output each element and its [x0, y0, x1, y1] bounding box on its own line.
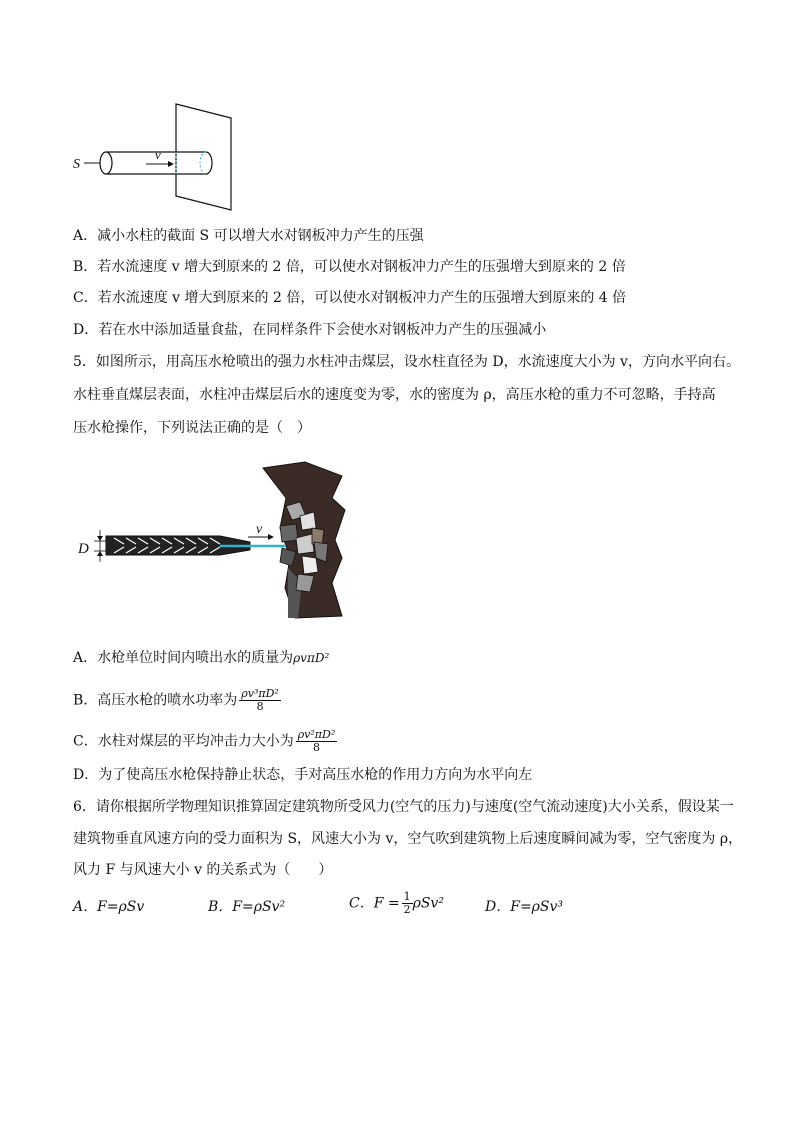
q4-option-b: B．若水流速度 v 增大到原来的 2 倍，可以使水对钢板冲力产生的压强增大到原来的 2 倍: [73, 259, 626, 275]
q4-option-a: A．减小水柱的截面 S 可以增大水对钢板冲力产生的压强: [73, 228, 424, 244]
q6-option-c-suffix: ρSv²: [412, 895, 444, 912]
q5-option-b-numerator: ρv³πD²: [241, 687, 279, 700]
q5-option-b: [73, 688, 281, 713]
q6-option-c-numerator: 1: [403, 890, 411, 903]
rock-7: [302, 556, 318, 574]
velocity-arrow-head: [168, 161, 174, 167]
q5-stem-line3: 压水枪操作，下列说法正确的是（ ）: [73, 420, 311, 436]
q6-option-b: B．F=ρSv²: [208, 899, 286, 915]
water-column-end: [100, 152, 112, 174]
q5-stem-line1: 5．如图所示，用高压水枪喷出的强力水柱冲击煤层，设水柱直径为 D，水流速度大小为 v，方向水平向右。: [73, 354, 740, 370]
rock-3: [280, 524, 298, 542]
diameter-arrow-down: [97, 536, 103, 541]
q5-option-a-text: A．水枪单位时间内喷出水的质量为: [73, 650, 294, 666]
q6-option-c-denominator: 2: [403, 903, 411, 916]
q6-option-c: [349, 891, 444, 916]
q5-option-c-fraction: [296, 729, 338, 754]
figure-water-gun-coal: [70, 458, 360, 623]
q6-option-d: D．F=ρSv³: [485, 899, 564, 915]
q5-option-a: [73, 648, 329, 668]
label-v: v: [155, 147, 161, 162]
q5-option-c-numerator: ρv²πD²: [297, 728, 336, 741]
q6-option-c-fraction: [402, 891, 413, 916]
diameter-arrow-up: [97, 551, 103, 556]
q5-option-b-text: B．高压水枪的喷水功率为: [73, 692, 238, 709]
q4-option-c: C．若水流速度 v 增大到原来的 2 倍，可以使水对钢板冲力产生的压强增大到原来的 4 倍: [73, 290, 627, 306]
q6-options-row: [73, 890, 733, 923]
q5-option-b-fraction: [239, 688, 281, 713]
label-jet-v: v: [256, 522, 263, 537]
q5-stem-line2: 水柱垂直煤层表面，水柱冲击煤层后水的速度变为零，水的密度为 ρ，高压水枪的重力不可忽略，手持高: [73, 387, 716, 403]
q4-option-d: D．若在水中添加适量食盐，在同样条件下会使水对钢板冲力产生的压强减小: [73, 322, 547, 338]
steel-plate: [176, 104, 231, 210]
q6-stem-line1: 6．请你根据所学物理知识推算固定建筑物所受风力(空气的压力)与速度(空气流动速度)大小关系，假设某一: [73, 799, 734, 815]
q5-option-c-text: C．水柱对煤层的平均冲击力大小为: [73, 733, 294, 750]
rock-4: [296, 534, 314, 554]
q5-option-d: D．为了使高压水枪保持静止状态，手对高压水枪的作用力方向为水平向左: [73, 767, 533, 783]
q5-option-c: [73, 729, 337, 754]
label-d: D: [78, 541, 89, 557]
q6-option-a: A．F=ρSv: [73, 899, 145, 915]
q6-stem-line2: 建筑物垂直风速方向的受力面积为 S，风速大小为 v，空气吹到建筑物上后速度瞬间减为零，空气密度为 ρ，: [73, 831, 743, 847]
figure-water-column-plate: [70, 100, 240, 215]
label-s: S: [73, 157, 80, 172]
jet-velocity-arrow-head: [268, 534, 274, 540]
q6-stem-line3: 风力 F 与风速大小 v 的关系式为（ ）: [73, 862, 333, 878]
q5-option-a-formula: ρvπD²: [293, 651, 330, 665]
q6-option-c-prefix: C．F =: [349, 895, 400, 912]
q5-option-b-denominator: 8: [256, 700, 264, 713]
q5-option-c-denominator: 8: [313, 741, 320, 754]
